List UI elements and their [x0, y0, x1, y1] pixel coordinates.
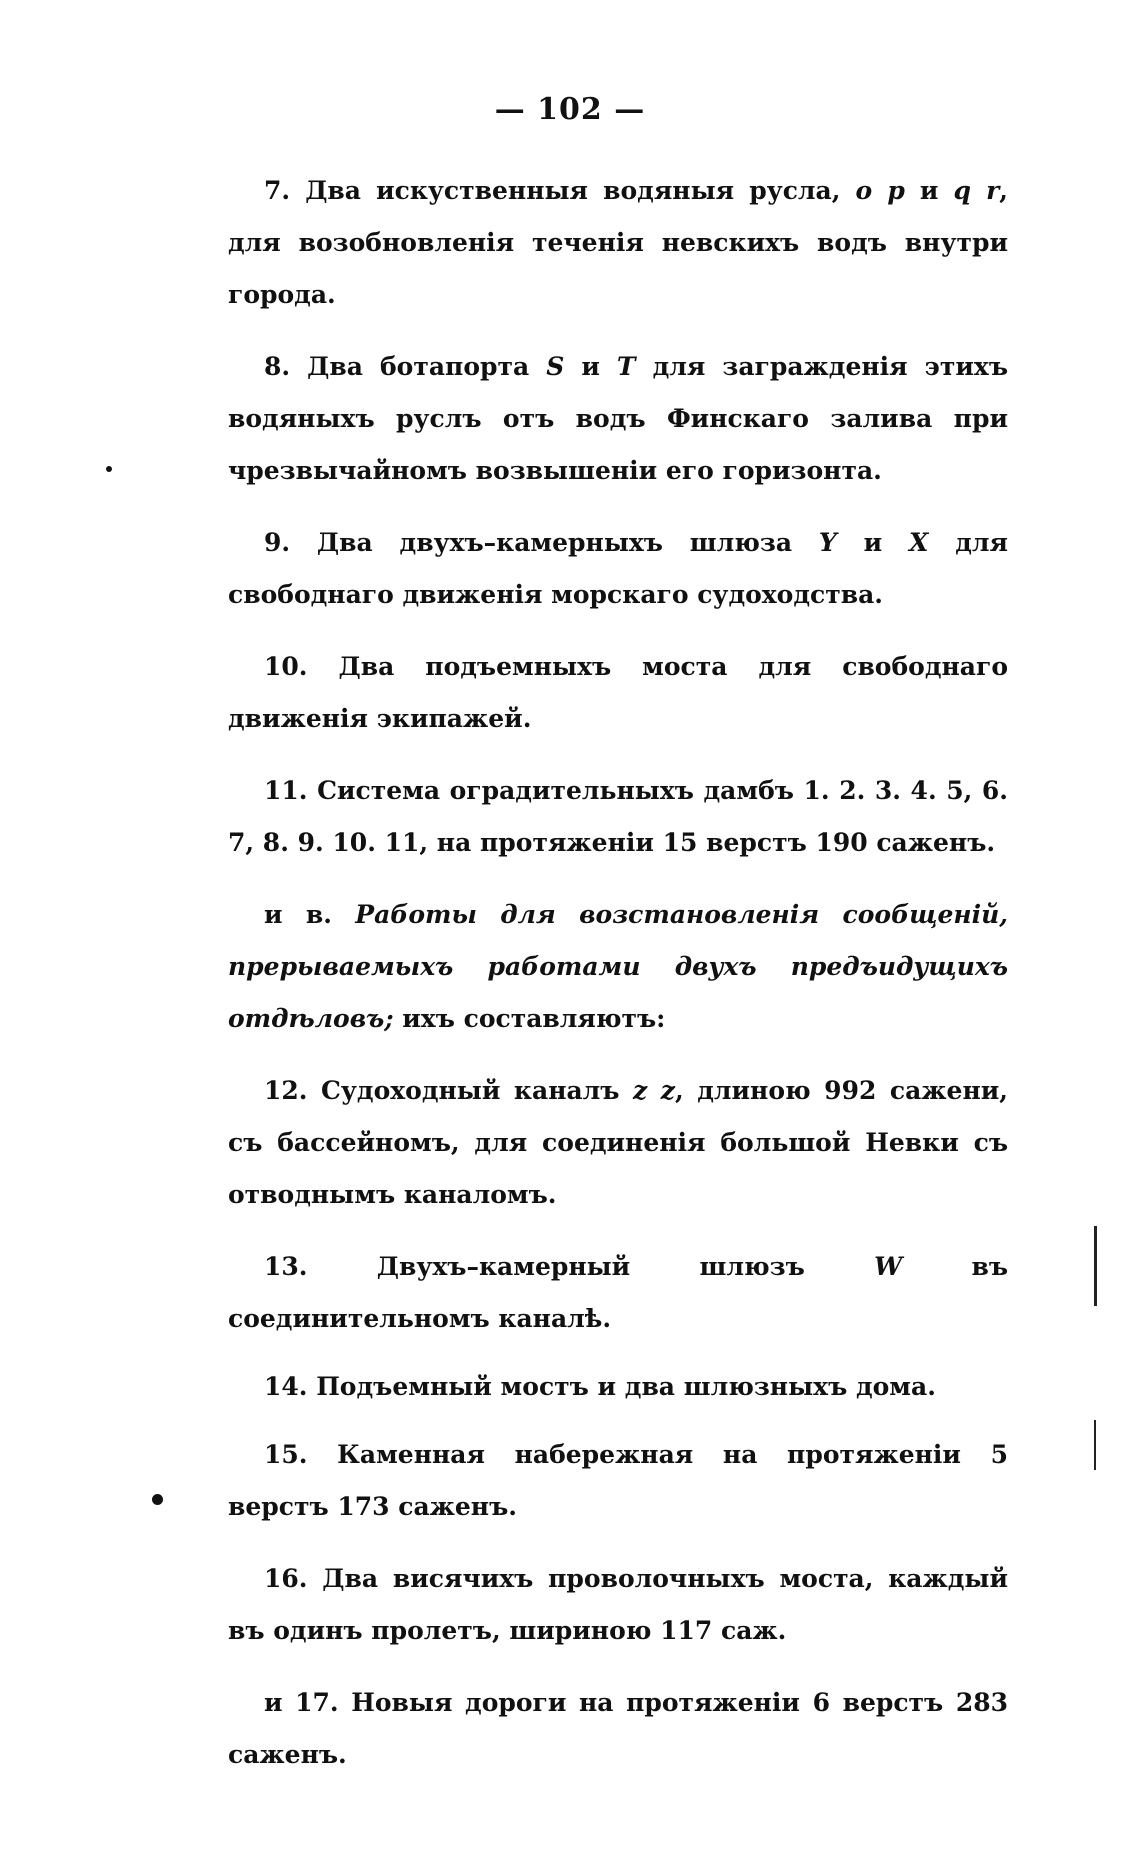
- page-number: — 102 —: [494, 92, 646, 127]
- italic-run: W: [874, 1252, 903, 1281]
- text-run: 12. Судоходный каналъ: [264, 1076, 634, 1105]
- text-run: 9. Два двухъ–камерныхъ шлюза: [264, 528, 819, 557]
- text-run: , для возобновленія теченія невскихъ водъ внутри города.: [228, 176, 1008, 309]
- text-run: 11. Система оградительныхъ дамбъ 1. 2. 3. 4. 5, 6. 7, 8. 9. 10. 11, на протяженіи 15 верстъ 190 саженъ.: [228, 776, 1008, 857]
- paragraph: [228, 1241, 1008, 1345]
- text-run: для загражденія этихъ водяныхъ руслъ отъ водъ Финскаго залива при чрезвычайномъ возвышеніи его горизонта.: [228, 352, 1008, 485]
- text-body: [228, 165, 1008, 1801]
- text-run: 8. Два ботапорта: [264, 352, 547, 381]
- ink-speck: [152, 1494, 163, 1505]
- text-run: и 17. Новыя дороги на протяженіи 6 верстъ 283 саженъ.: [228, 1688, 1008, 1769]
- paragraph: [228, 517, 1008, 621]
- text-run: и: [836, 528, 909, 557]
- paragraph: [228, 1361, 1008, 1413]
- italic-run: Работы для возстановленія сообщеній, прерываемыхъ работами двухъ предъидущихъ отдѣловъ;: [228, 900, 1008, 1033]
- text-run: 15. Каменная набережная на протяженіи 5 верстъ 173 саженъ.: [228, 1440, 1008, 1521]
- italic-run: q r: [953, 176, 1000, 205]
- paragraph: [228, 765, 1008, 869]
- paragraph: [228, 165, 1008, 321]
- text-run: ихъ составляютъ:: [393, 1004, 666, 1033]
- paragraph: [228, 1429, 1008, 1533]
- paragraph: [228, 1677, 1008, 1781]
- paragraph: [228, 341, 1008, 497]
- text-run: , длиною 992 сажени, съ бассейномъ, для соединенія большой Невки съ отводнымъ каналомъ.: [228, 1076, 1009, 1209]
- italic-run: Y: [818, 528, 837, 557]
- paragraph: [228, 889, 1008, 1045]
- text-run: и: [564, 352, 617, 381]
- text-run: 7. Два искуственныя водяныя русла,: [264, 176, 856, 205]
- paragraph: [228, 641, 1008, 745]
- italic-run: T: [616, 352, 636, 381]
- italic-run: X: [909, 528, 929, 557]
- text-run: 14. Подъемный мостъ и два шлюзныхъ дома.: [264, 1372, 936, 1401]
- text-run: 16. Два висячихъ проволочныхъ моста, каждый въ одинъ пролетъ, шириною 117 саж.: [228, 1564, 1008, 1645]
- text-run: и в.: [264, 900, 356, 929]
- text-run: въ соединительномъ каналѣ.: [228, 1252, 1008, 1333]
- text-run: для свободнаго движенія морскаго судоходства.: [228, 528, 1008, 609]
- ink-speck: [106, 466, 112, 472]
- paragraph: [228, 1553, 1008, 1657]
- text-run: и: [904, 176, 954, 205]
- italic-run: o p: [855, 176, 905, 205]
- italic-run: S: [546, 352, 565, 381]
- italic-run: z z: [633, 1076, 675, 1105]
- paragraph: [228, 1065, 1008, 1221]
- margin-mark: [1094, 1226, 1097, 1306]
- text-run: 10. Два подъемныхъ моста для свободнаго движенія экипажей.: [228, 652, 1008, 733]
- text-run: 13. Двухъ–камерный шлюзъ: [264, 1252, 875, 1281]
- margin-mark: [1094, 1420, 1096, 1470]
